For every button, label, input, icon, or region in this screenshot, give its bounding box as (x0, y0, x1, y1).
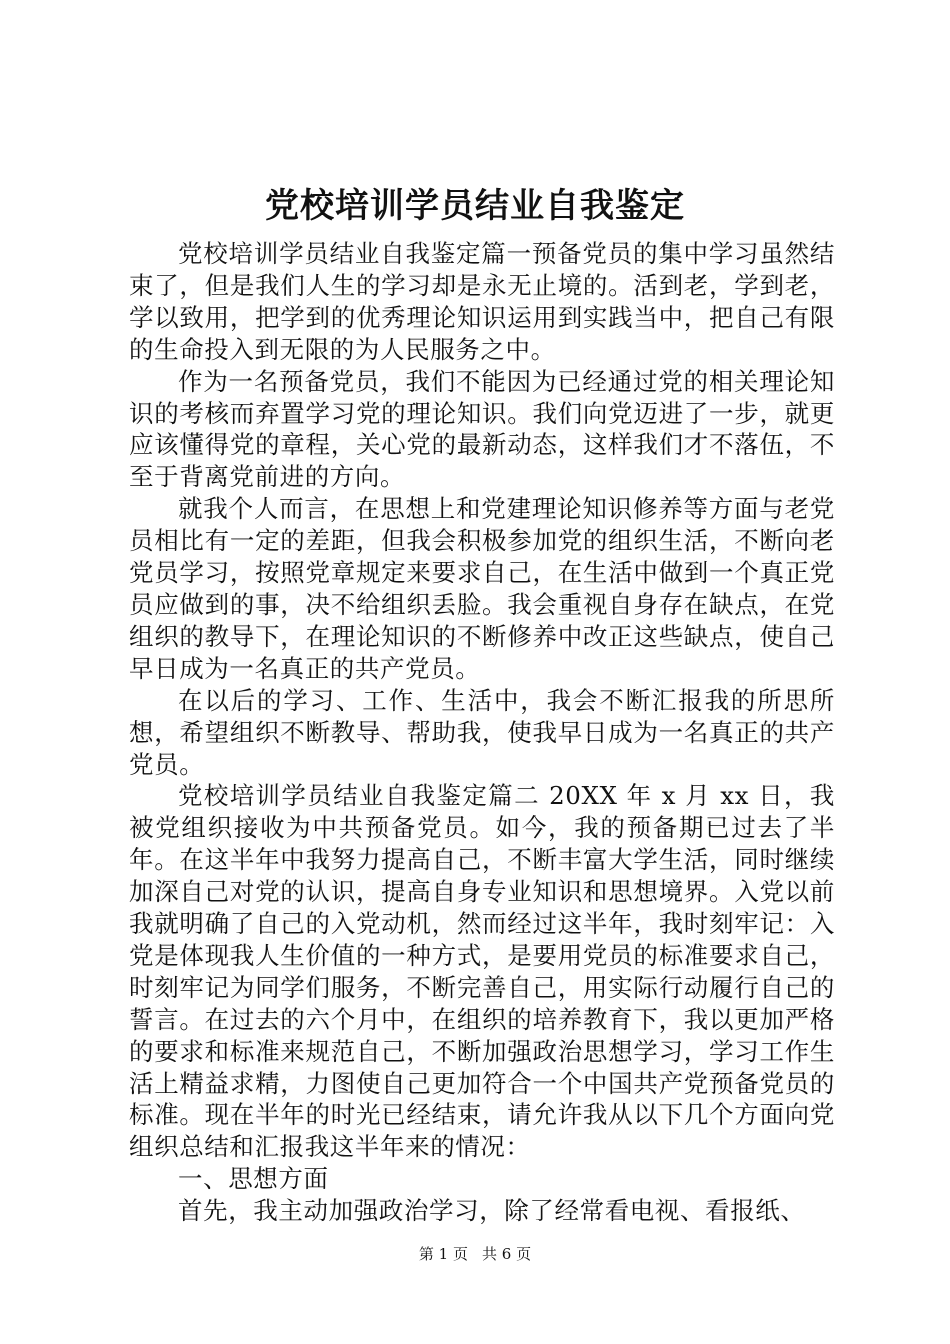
document-title: 党校培训学员结业自我鉴定 (265, 186, 685, 226)
paragraph: 党校培训学员结业自我鉴定篇二 20XX 年 x 月 xx 日，我被党组织接收为中共预备党员。如今，我的预备期已过去了半年。在这半年中我努力提高自己，不断丰富大学生活，同时继续加深自己对党的认识，提高自身专业知识和思想境界。入党以前我就明确了自己的入党动机，然而经过这半年，我时刻牢记：入党是体现我人生价值的一种方式，是要用党员的标准要求自己，时刻牢记为同学们服务，不断完善自己，用实际行动履行自己的誓言。在过去的六个月中，在组织的培养教育下，我以更加严格的要求和标准来规范自己，不断加强政治思想学习，学习工作生活上精益求精，力图使自己更加符合一个中国共产党预备党员的标准。现在半年的时光已经结束，请允许我从以下几个方面向党组织总结和汇报我这半年来的情况： (129, 781, 835, 1162)
paragraph: 就我个人而言，在思想上和党建理论知识修养等方面与老党员相比有一定的差距，但我会积极参加党的组织生活，不断向老党员学习，按照党章规定来要求自己，在生活中做到一个真正党员应做到的事，决不给组织丢脸。我会重视自身存在缺点，在党组织的教导下，在理论知识的不断修养中改正这些缺点，使自己早日成为一名真正的共产党员。 (129, 494, 835, 683)
paragraph: 在以后的学习、工作、生活中，我会不断汇报我的所思所想，希望组织不断教导、帮助我，使我早日成为一名真正的共产党员。 (129, 685, 835, 779)
page-total: 共 6 页 (482, 1245, 532, 1263)
page-footer (0, 1244, 950, 1264)
paragraph: 首先，我主动加强政治学习，除了经常看电视、看报纸、 (178, 1196, 806, 1226)
paragraph: 党校培训学员结业自我鉴定篇一预备党员的集中学习虽然结束了，但是我们人生的学习却是永无止境的。活到老，学到老，学以致用，把学到的优秀理论知识运用到实践当中，把自己有限的生命投入到无限的为人民服务之中。 (129, 239, 835, 364)
section-heading: 一、思想方面 (178, 1164, 329, 1194)
page-number: 第 1 页 (418, 1245, 468, 1263)
paragraph: 作为一名预备党员，我们不能因为已经通过党的相关理论知识的考核而弃置学习党的理论知识。我们向党迈进了一步，就更应该懂得党的章程，关心党的最新动态，这样我们才不落伍，不至于背离党前进的方向。 (129, 366, 835, 492)
document-body (129, 238, 835, 1227)
